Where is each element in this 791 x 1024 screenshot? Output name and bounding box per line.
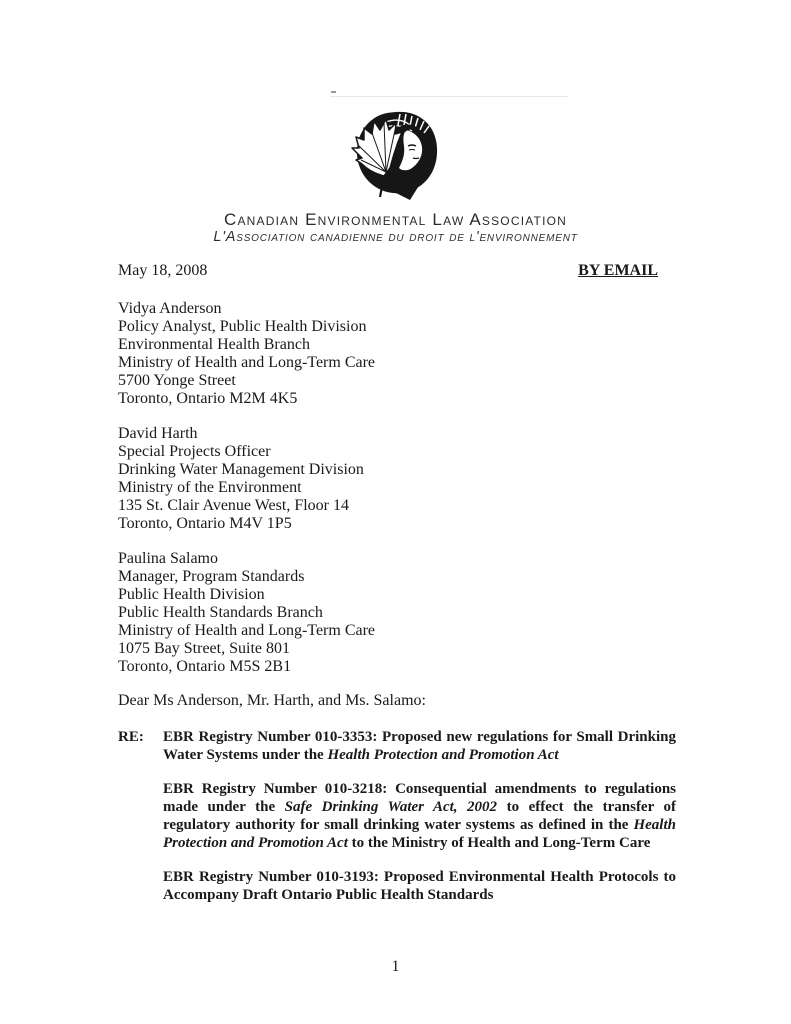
re-text: EBR Registry Number 010-3193: Proposed Environmental Health Protocols to Accompany Draft Ontario Public Health Standards [163,869,676,903]
letter-body [118,262,676,904]
address-line: Toronto, Ontario M4V 1P5 [118,515,292,532]
re-paragraph [163,780,676,852]
address-line: Policy Analyst, Public Health Division [118,318,367,335]
address-line: Environmental Health Branch [118,336,310,353]
org-name-english: Canadian Environmental Law Association [223,210,568,229]
recipient-block [118,550,676,676]
re-text: to the Ministry of Health and Long-Term Care [347,835,651,851]
letter-date: May 18, 2008 [118,262,208,279]
re-text: to effect the transfer of regulatory authority for small drinking water systems as defined in the [163,799,676,833]
recipient-block [118,425,676,533]
address-line: Ministry of the Environment [118,479,302,496]
scan-artifact-line [330,96,568,97]
re-text: EBR Registry Number 010-3218: Consequential amendments to regulations made under the [163,781,676,815]
salutation: Dear Ms Anderson, Mr. Harth, and Ms. Salamo: [118,692,426,709]
address-line: Public Health Standards Branch [118,604,323,621]
org-name-french: L'Association canadienne du droit de l'environnement [213,229,578,245]
re-paragraphs [163,728,676,904]
cela-woodcut-logo-icon [340,110,452,204]
re-act-title: Safe Drinking Water Act, 2002 [284,799,498,815]
re-text: EBR Registry Number 010-3353: Proposed new regulations for Small Drinking Water Systems under the [163,729,676,763]
scan-speck [331,91,336,93]
address-line: 1075 Bay Street, Suite 801 [118,640,290,657]
address-line: Ministry of Health and Long-Term Care [118,622,376,639]
address-line: Vidya Anderson [118,300,222,317]
address-line: Toronto, Ontario M5S 2B1 [118,658,292,675]
re-label: RE: [118,729,144,745]
re-paragraph [163,868,676,904]
re-paragraph [163,728,676,764]
re-block [118,728,676,904]
address-line: Manager, Program Standards [118,568,305,585]
address-line: 5700 Yonge Street [118,372,236,389]
page-number: 1 [391,958,400,975]
letterhead [0,110,791,245]
address-line: Special Projects Officer [118,443,271,460]
address-line: Toronto, Ontario M2M 4K5 [118,390,298,407]
recipients [118,300,676,676]
address-line: Ministry of Health and Long-Term Care [118,354,376,371]
re-act-title: Health Protection and Promotion Act [163,817,676,851]
recipient-block [118,300,676,408]
address-line: David Harth [118,425,198,442]
date-row [118,262,676,280]
address-line: Drinking Water Management Division [118,461,364,478]
address-line: Public Health Division [118,586,265,603]
delivery-method-label: BY EMAIL [578,262,658,279]
address-line: Paulina Salamo [118,550,218,567]
address-line: 135 St. Clair Avenue West, Floor 14 [118,497,349,514]
re-act-title: Health Protection and Promotion Act [327,747,559,763]
